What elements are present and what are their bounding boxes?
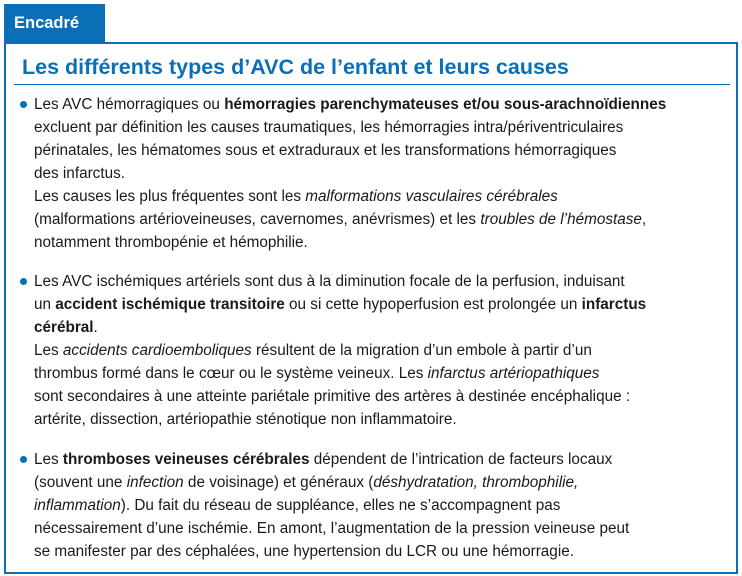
text-run: dépendent de l’intrication de facteurs locaux (309, 451, 613, 468)
italic-term: déshydratation, thrombophilie, (373, 474, 579, 491)
text-line (20, 231, 720, 254)
text-line (20, 185, 720, 208)
text-run: sont secondaires à une atteinte pariétale primitive des artères à destinée encéphalique : (34, 388, 631, 405)
bold-term: cérébral (34, 319, 94, 336)
italic-term: troubles de l’hémostase (480, 211, 642, 228)
text-run: nécessairement d’une ischémie. En amont, l’augmentation de la pression veineuse peut (34, 520, 630, 537)
text-line (20, 362, 720, 385)
text-line (20, 540, 720, 563)
text-run: artérite, dissection, artériopathie sténotique non inflammatoire. (34, 411, 457, 428)
text-line (20, 316, 720, 339)
bold-term: hémorragies parenchymateuses et/ou sous-arachnoïdiennes (224, 96, 667, 113)
text-run: Les AVC ischémiques artériels sont dus à la diminution focale de la perfusion, induisant (34, 273, 625, 290)
text-line (20, 293, 720, 316)
text-run: notamment thrombopénie et hémophilie. (34, 234, 308, 251)
text-line (20, 139, 720, 162)
text-line (20, 408, 720, 431)
text-run: de voisinage) et généraux ( (183, 474, 374, 491)
bold-term: thromboses veineuses cérébrales (62, 451, 310, 468)
italic-term: accidents cardioemboliques (62, 342, 252, 359)
text-run: ). Du fait du réseau de suppléance, elles ne s’accompagnent pas (120, 497, 561, 514)
text-run: thrombus formé dans le cœur ou le système veineux. Les (34, 365, 428, 382)
bold-term: accident ischémique transitoire (55, 296, 285, 313)
section-hemorrhagic (20, 93, 720, 254)
text-line (20, 471, 720, 494)
text-run: excluent par définition les causes traumatiques, les hémorragies intra/périventriculaires (34, 119, 624, 136)
text-line (20, 162, 720, 185)
box-tab-label: Encadré (4, 4, 105, 42)
text-line (20, 385, 720, 408)
text-run: , (641, 211, 647, 228)
text-line (20, 116, 720, 139)
text-line (20, 448, 720, 471)
text-run: des infarctus. (34, 165, 125, 182)
text-run: Les (34, 451, 63, 468)
bullet-icon (20, 278, 27, 285)
italic-term: inflammation (34, 497, 121, 514)
bullet-icon (20, 101, 27, 108)
section-ischemic (20, 270, 720, 431)
bullet-icon (20, 456, 27, 463)
italic-term: malformations vasculaires cérébrales (305, 188, 558, 205)
section-venous-thrombosis (20, 448, 720, 563)
text-run: Les causes les plus fréquentes sont les (34, 188, 306, 205)
box-title: Les différents types d’AVC de l’enfant et leurs causes (22, 55, 569, 79)
text-line (20, 494, 720, 517)
bold-term: infarctus (581, 296, 647, 313)
text-line (20, 339, 720, 362)
italic-term: infection (126, 474, 184, 491)
text-line (20, 270, 720, 293)
text-run: résultent de la migration d’un embole à partir d’un (251, 342, 592, 359)
text-run: Les (34, 342, 63, 359)
text-line (20, 517, 720, 540)
text-run: (malformations artérioveineuses, cavernomes, anévrismes) et les (34, 211, 481, 228)
text-line (20, 93, 720, 116)
text-run: . (93, 319, 98, 336)
text-run: un (34, 296, 56, 313)
text-line (20, 208, 720, 231)
text-run: ou si cette hypoperfusion est prolongée un (284, 296, 582, 313)
title-divider (14, 84, 730, 85)
text-run: (souvent une (34, 474, 127, 491)
text-run: périnatales, les hématomes sous et extraduraux et les transformations hémorragiques (34, 142, 617, 159)
text-run: Les AVC hémorragiques ou (34, 96, 225, 113)
text-run: se manifester par des céphalées, une hypertension du LCR ou une hémorragie. (34, 543, 574, 560)
italic-term: infarctus artériopathiques (427, 365, 600, 382)
